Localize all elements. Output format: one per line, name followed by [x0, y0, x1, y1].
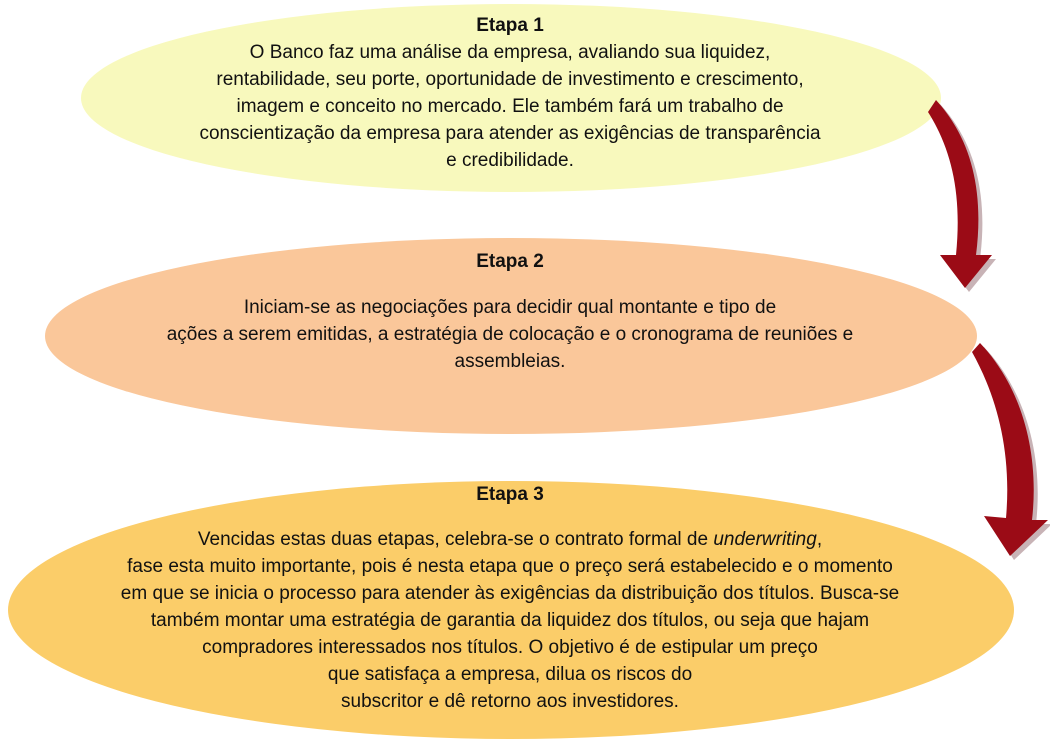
stage-2-line: assembleias. — [454, 351, 566, 372]
stage-3 — [10, 481, 1010, 715]
stage-3-title: Etapa 3 — [476, 484, 544, 505]
stage-3-first-line — [10, 526, 1010, 553]
stage-1-line: rentabilidade, seu porte, oportunidade de investimento e crescimento, — [216, 69, 804, 90]
stage-1 — [90, 12, 930, 174]
stage-3-line: que satisfaça a empresa, dilua os riscos do — [327, 664, 693, 685]
stage-2-line: Iniciam-se as negociações para decidir qual montante e tipo de — [243, 297, 777, 318]
stage-3-line: fase esta muito importante, pois é nesta etapa que o preço será estabelecido e o momento — [127, 556, 893, 577]
stage-2 — [50, 248, 970, 375]
stage-2-line: ações a serem emitidas, a estratégia de colocação e o cronograma de reuniões e — [166, 324, 854, 345]
stage-2-title: Etapa 2 — [476, 251, 544, 272]
stage-3-line-1-before: Vencidas estas duas etapas, celebra-se o contrato formal de — [197, 529, 714, 550]
stage-3-line: também montar uma estratégia de garantia da liquidez dos títulos, ou seja que hajam — [150, 610, 870, 631]
stage-1-line: imagem e conceito no mercado. Ele também fará um trabalho de — [236, 96, 784, 117]
stage-3-line: compradores interessados nos títulos. O objetivo é de estipular um preço — [202, 637, 818, 658]
underwriting-term: underwriting — [713, 529, 817, 550]
stage-1-line: conscientização da empresa para atender as exigências de transparência — [199, 123, 821, 144]
stage-1-line: O Banco faz uma análise da empresa, avaliando sua liquidez, — [249, 42, 771, 63]
stage-1-line: e credibilidade. — [446, 150, 574, 171]
stage-3-line-1-after: , — [816, 529, 823, 550]
stage-1-title: Etapa 1 — [476, 15, 544, 36]
stage-3-line: subscritor e dê retorno aos investidores. — [341, 691, 679, 712]
stage-3-line: em que se inicia o processo para atender às exigências da distribuição dos títulos. Busca-se — [120, 583, 900, 604]
